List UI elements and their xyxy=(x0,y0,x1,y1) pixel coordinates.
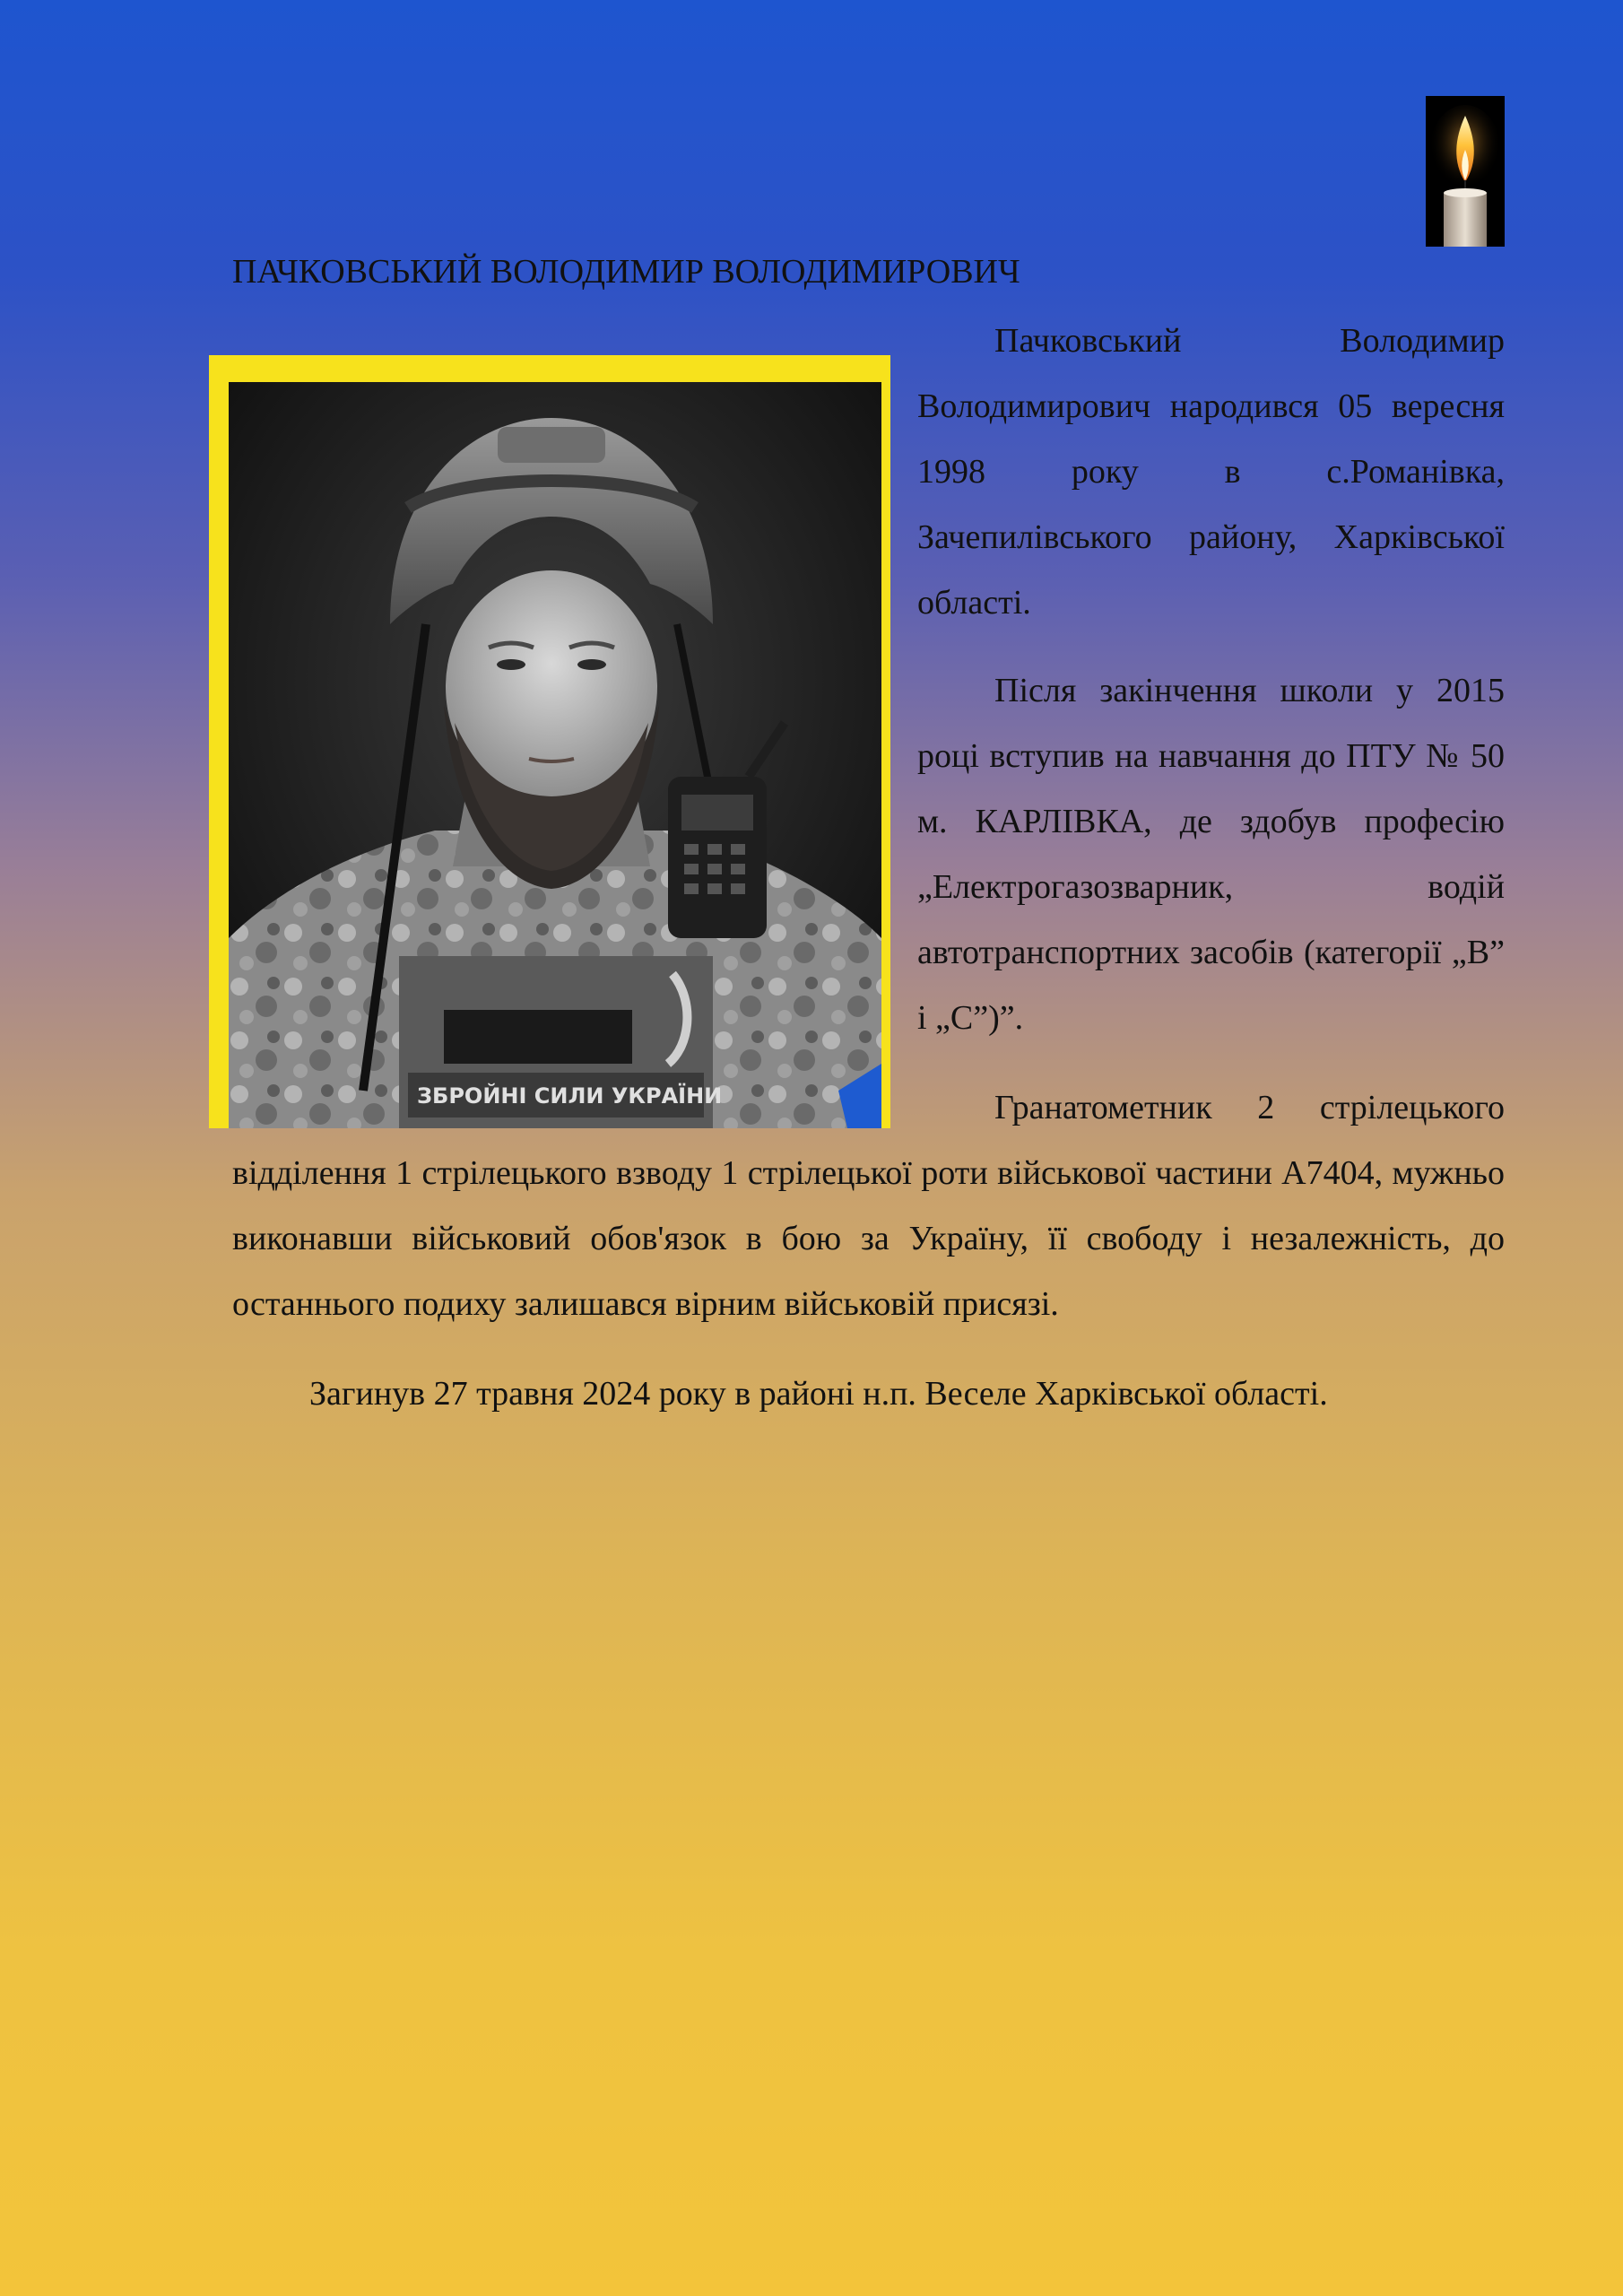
bio-education: Після закінчення школи у 2015 році вступив на навчання до ПТУ № 50 м. КАРЛІВКА, де здобув професію „Електрогазозварник, водій автотранспортних засобів (категорії „В” і „С”)”. xyxy=(917,672,1505,1037)
page-title: ПАЧКОВСЬКИЙ ВОЛОДИМИР ВОЛОДИМИРОВИЧ xyxy=(232,253,1020,291)
bio-right-column xyxy=(917,309,1505,1074)
bio-death: Загинув 27 травня 2024 року в районі н.п. Веселе Харківської області. xyxy=(309,1375,1328,1413)
photo-frame xyxy=(209,355,890,1128)
soldier-portrait xyxy=(229,382,881,1128)
candle-icon xyxy=(1426,96,1505,247)
bio-birth: Пачковський Володимир Володимирович народився 05 вересня 1998 року в с.Романівка, Зачепилівського району, Харківської області. xyxy=(917,322,1505,622)
bio-service-first-line: Гранатометник 2 стрілецького xyxy=(994,1089,1505,1126)
bio-service-paragraph xyxy=(232,1075,1505,1337)
bio-service-rest: відділення 1 стрілецького взводу 1 стрілецької роти військової частини А7404, мужньо виконавши військовий обов'язок в бою за Україну, її свободу і незалежність, до останнього подиху залишався вірним військовій присязі. xyxy=(232,1154,1505,1323)
uniform-patch: ЗБРОЙНІ СИЛИ УКРАЇНИ xyxy=(417,1083,723,1109)
